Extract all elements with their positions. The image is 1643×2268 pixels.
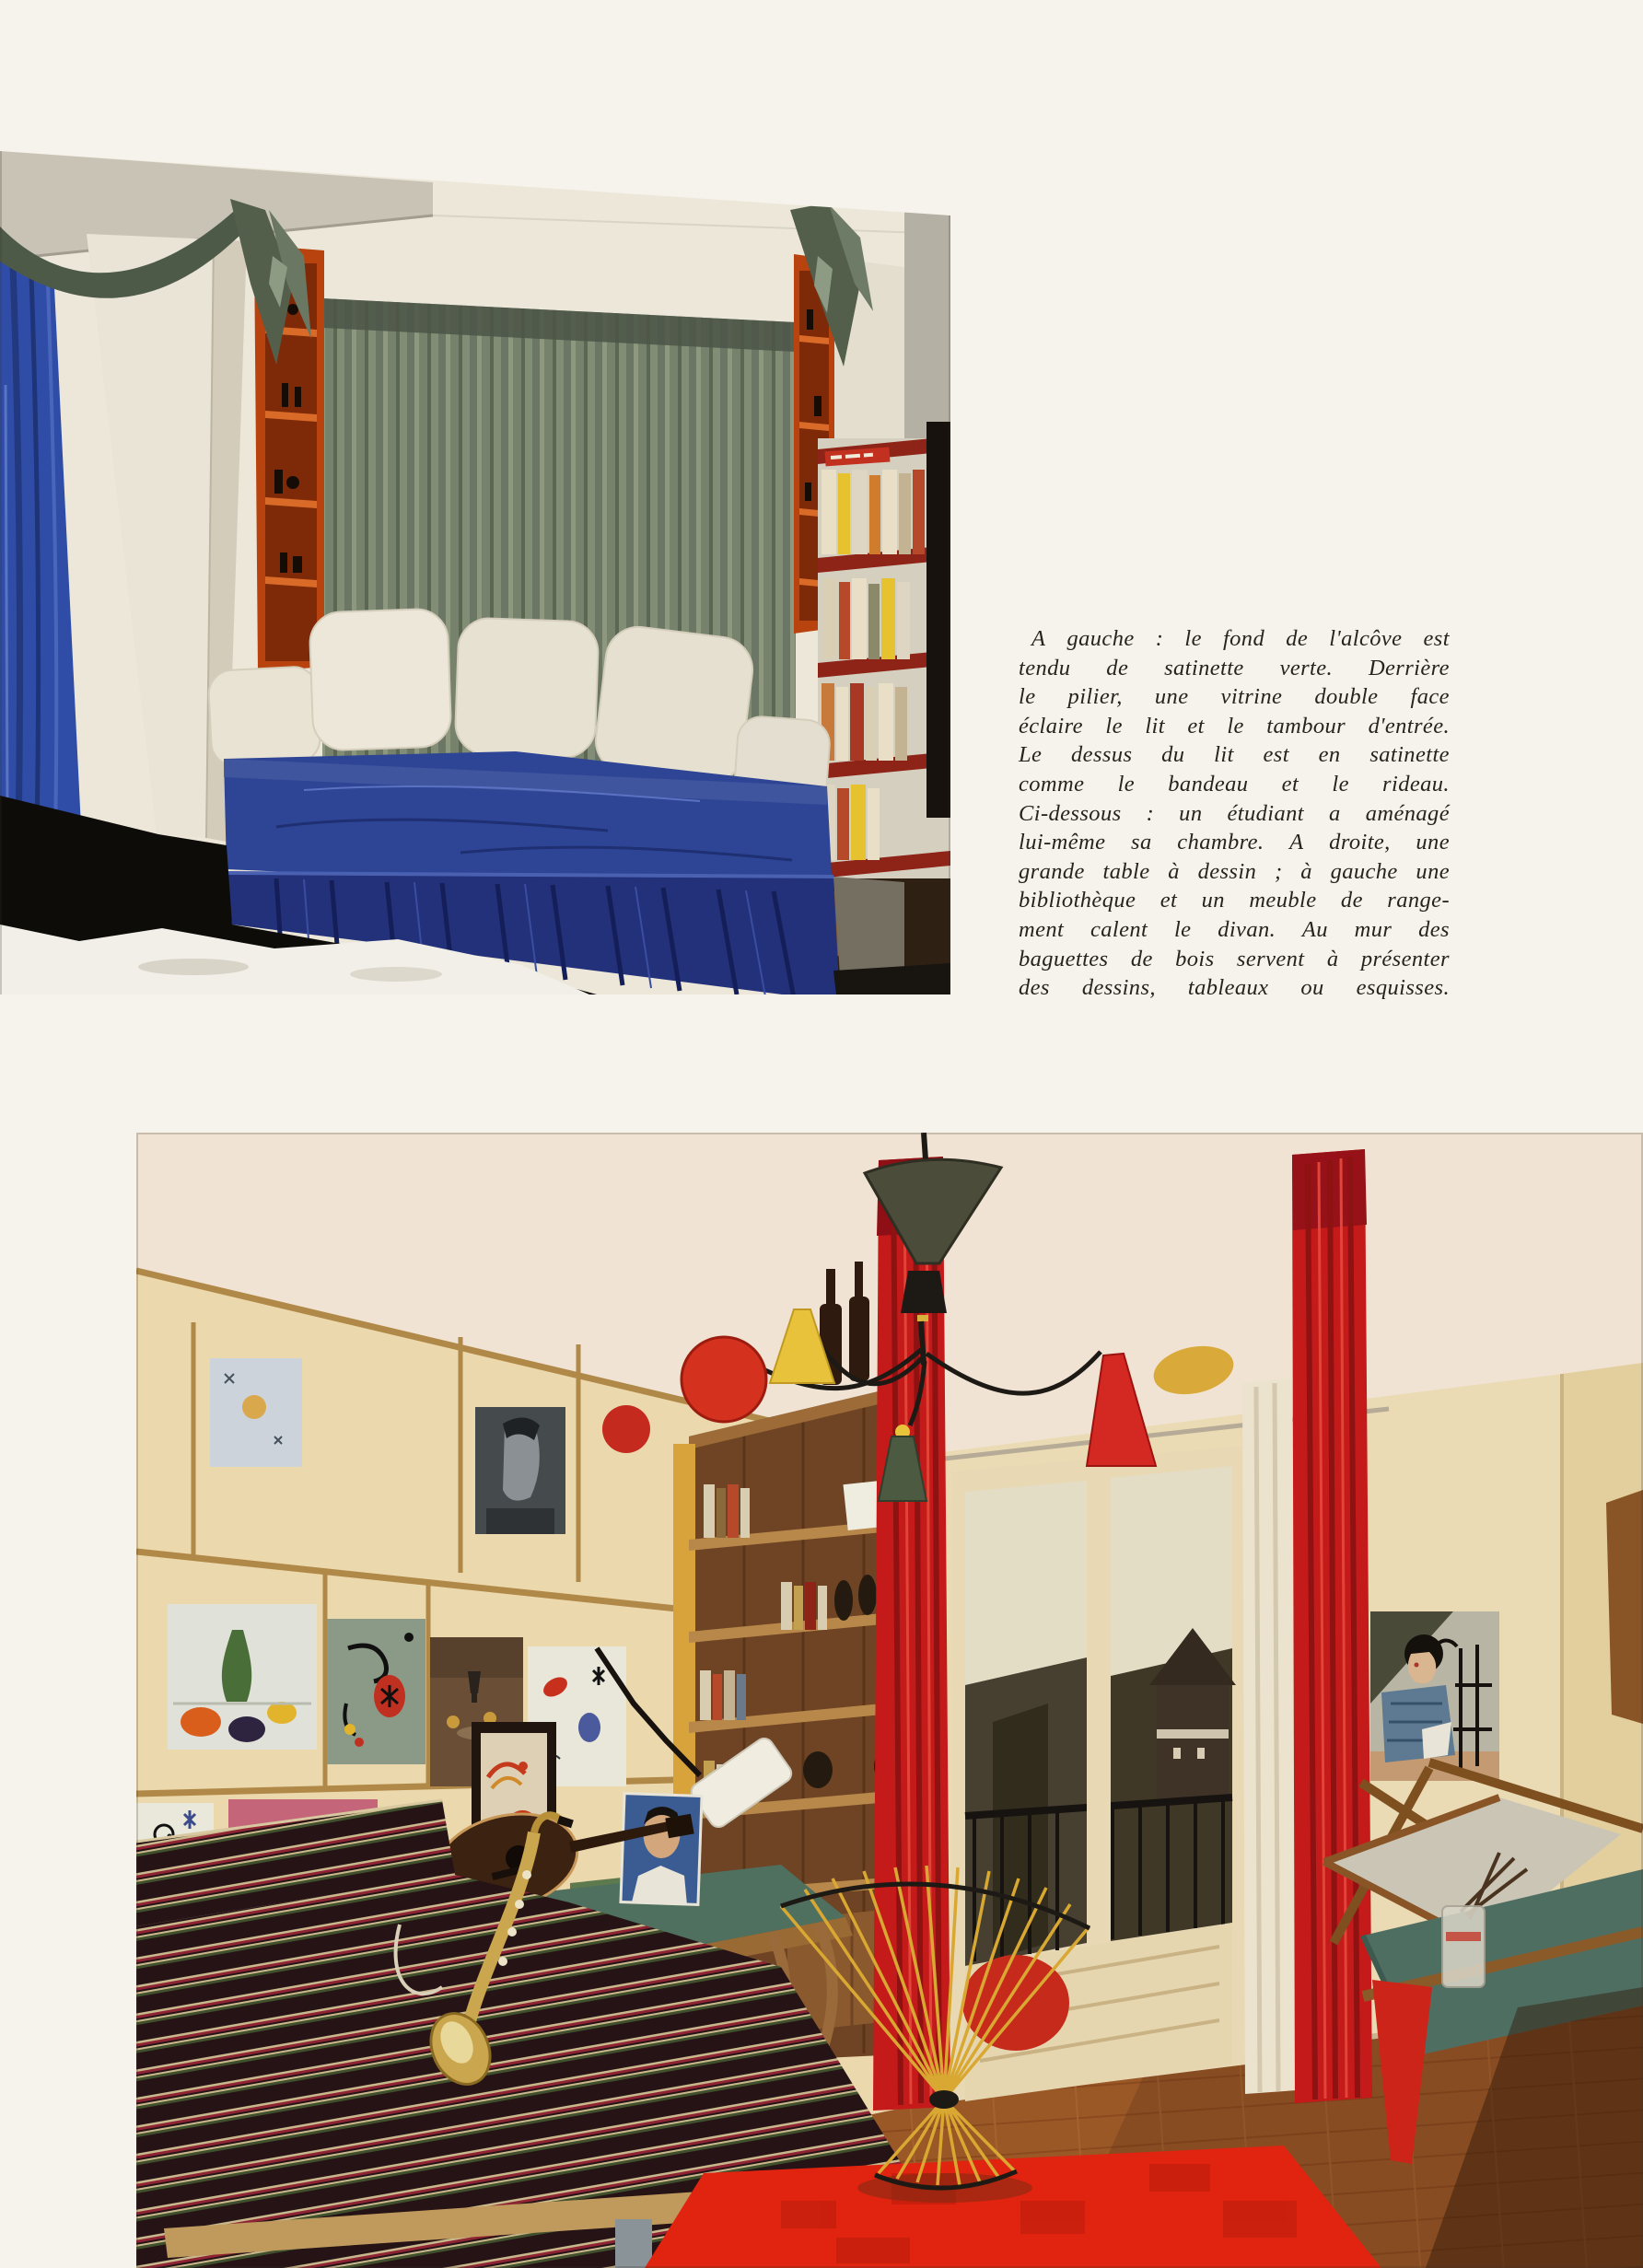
dark-object (926, 422, 950, 818)
portrait-painting (621, 1794, 702, 1905)
red-disc-shade (682, 1337, 766, 1422)
caption-line: grande table à dessin ; à gauche une (1019, 858, 1450, 884)
red-curtain-right (1292, 1149, 1372, 2103)
artwork-red (602, 1405, 650, 1453)
picasso-painting (1370, 1611, 1499, 1781)
caption-line: comme le bandeau et le rideau. (1019, 771, 1450, 797)
student-room-art (136, 1133, 1643, 2268)
artwork-still-life-vase (168, 1604, 317, 1750)
caption-line: A gauche : le fond de l'alcôve est (1031, 626, 1450, 651)
caption-line: tendu de satinette verte. Derrière (1019, 655, 1450, 680)
caption-line: bibliothèque et un meuble de range- (1019, 888, 1450, 913)
caption-line: le pilier, une vitrine double face (1019, 684, 1450, 710)
caption-block (1019, 624, 1450, 1003)
caption-line: Ci-dessous : un étudiant a aménagé (1019, 800, 1450, 826)
caption-line: Le dessus du lit est en satinette (1019, 742, 1450, 768)
caption-line: baguettes de bois servent à présenter (1019, 946, 1450, 971)
photo-student-room (136, 1133, 1643, 2268)
caption-line: des dessins, tableaux ou esquisses. (1019, 975, 1450, 1001)
photo-alcove (0, 145, 950, 1000)
wardrobe (1606, 1490, 1643, 1724)
artwork-miro-abstract (327, 1619, 425, 1764)
caption-line: éclaire le lit et le tambour d'entrée. (1019, 713, 1450, 739)
caption-line: ment calent le divan. Au mur des (1019, 916, 1450, 942)
photo-alcove-art (0, 145, 950, 1000)
white-curtain (1242, 1378, 1297, 2094)
caption-line: lui-même sa chambre. A droite, une (1019, 830, 1450, 855)
artwork-sun-sheet (210, 1358, 302, 1467)
artwork-dark-figure (475, 1407, 565, 1534)
